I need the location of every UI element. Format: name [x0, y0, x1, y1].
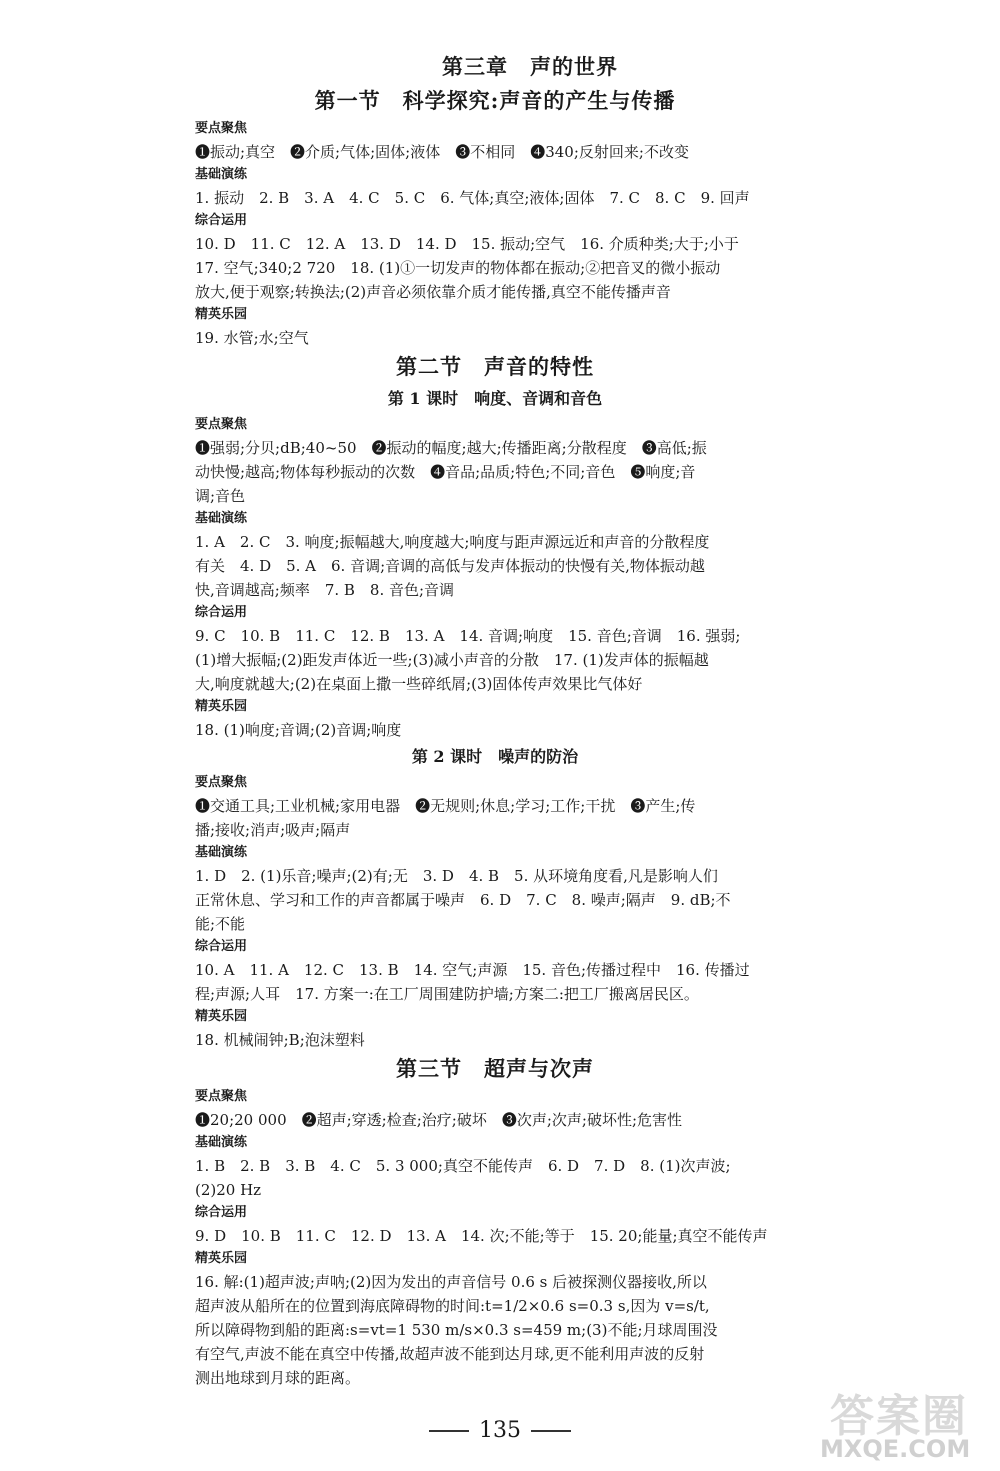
answer-line: 10. A 11. A 12. C 13. B 14. 空气;声源 15. 音色;传播过程中 16. 传播过: [195, 961, 750, 979]
answer-line: 程;声源;人耳 17. 方案一:在工厂周围建防护墙;方案二:把工厂搬离居民区。: [195, 985, 699, 1003]
part-label: 要点聚焦: [195, 1089, 248, 1104]
part-label: 基础演练: [195, 1135, 248, 1150]
section-title: 第三节 超声与次声: [396, 1056, 594, 1081]
answer-line: 9. D 10. B 11. C 12. D 13. A 14. 次;不能;等于 15. 20;能量;真空不能传声: [195, 1227, 768, 1245]
answer-line: 正常休息、学习和工作的声音都属于噪声 6. D 7. C 8. 噪声;隔声 9. dB;不: [195, 891, 731, 909]
answer-line: (1)增大振幅;(2)距发声体近一些;(3)减小声音的分散 17. (1)发声体的振幅越: [195, 651, 709, 669]
part-label: 基础演练: [195, 511, 248, 526]
answer-line: 动快慢;越高;物体每秒振动的次数 ❹音品;品质;特色;不同;音色 ❺响度;音: [195, 463, 696, 481]
part-label: 综合运用: [195, 1205, 248, 1220]
answer-line: 9. C 10. B 11. C 12. B 13. A 14. 音调;响度 15. 音色;音调 16. 强弱;: [195, 627, 741, 645]
answer-line: 18. (1)响度;音调;(2)音调;响度: [195, 721, 402, 739]
part-label: 基础演练: [195, 845, 248, 860]
answer-line: 有关 4. D 5. A 6. 音调;音调的高低与发声体振动的快慢有关,物体振动越: [195, 557, 705, 575]
answer-line: ❶20;20 000 ❷超声;穿透;检查;治疗;破坏 ❸次声;次声;破坏性;危害性: [195, 1111, 683, 1129]
lesson-title: 第 2 课时 噪声的防治: [411, 747, 579, 766]
answer-line: 1. A 2. C 3. 响度;振幅越大,响度越大;响度与距声源远近和声音的分散程度: [195, 533, 710, 551]
answer-line: 16. 解:(1)超声波;声呐;(2)因为发出的声音信号 0.6 s 后被探测仪器接收,所以: [195, 1273, 707, 1291]
part-label: 基础演练: [195, 167, 248, 182]
answer-line: 超声波从船所在的位置到海底障碍物的时间:t=1/2×0.6 s=0.3 s,因为 v=s/t,: [195, 1297, 710, 1315]
watermark-logo: 答案圈: [830, 1391, 968, 1442]
answer-line: (2)20 Hz: [195, 1181, 262, 1199]
page-number: 135: [479, 1418, 521, 1443]
part-label: 要点聚焦: [195, 121, 248, 136]
part-label: 精英乐园: [195, 699, 248, 714]
part-label: 综合运用: [195, 605, 248, 620]
answer-line: 大,响度就越大;(2)在桌面上撒一些碎纸屑;(3)固体传声效果比气体好: [195, 675, 643, 693]
answer-line: 1. 振动 2. B 3. A 4. C 5. C 6. 气体;真空;液体;固体 7. C 8. C 9. 回声: [195, 189, 750, 207]
answer-line: 1. D 2. (1)乐音;噪声;(2)有;无 3. D 4. B 5. 从环境角度看,凡是影响人们: [195, 867, 718, 885]
answer-line: 能;不能: [195, 915, 246, 933]
answer-line: 快,音调越高;频率 7. B 8. 音色;音调: [195, 581, 455, 599]
answer-line: 有空气,声波不能在真空中传播,故超声波不能到达月球,更不能利用声波的反射: [195, 1345, 705, 1363]
answer-line: 播;接收;消声;吸声;隔声: [195, 821, 351, 839]
part-label: 综合运用: [195, 939, 248, 954]
section-title: 第二节 声音的特性: [396, 354, 594, 379]
answer-line: 17. 空气;340;2 720 18. (1)①一切发声的物体都在振动;②把音叉的微小振动: [195, 259, 721, 277]
part-label: 精英乐园: [195, 307, 248, 322]
answer-line: 测出地球到月球的距离。: [195, 1369, 361, 1387]
part-label: 精英乐园: [195, 1251, 248, 1266]
answer-line: ❶强弱;分贝;dB;40~50 ❷振动的幅度;越大;传播距离;分散程度 ❸高低;振: [195, 439, 707, 457]
part-label: 要点聚焦: [195, 417, 248, 432]
part-label: 综合运用: [195, 213, 248, 228]
answer-line: 所以障碍物到船的距离:s=vt=1 530 m/s×0.3 s=459 m;(3)不能;月球周围没: [195, 1321, 718, 1339]
footer-dash-right: [531, 1430, 571, 1432]
section-title: 第一节 科学探究:声音的产生与传播: [314, 88, 676, 113]
answer-page: [195, 50, 795, 1390]
footer-dash-left: [429, 1430, 469, 1432]
chapter-title: 第三章 声的世界: [442, 54, 618, 79]
answer-line: 调;音色: [195, 487, 246, 505]
answer-line: 19. 水管;水;空气: [195, 329, 309, 347]
lesson-title: 第 1 课时 响度、音调和音色: [387, 389, 603, 408]
page-content: [195, 84, 795, 1390]
part-label: 要点聚焦: [195, 775, 248, 790]
answer-line: 18. 机械闹钟;B;泡沫塑料: [195, 1031, 365, 1049]
answer-line: 10. D 11. C 12. A 13. D 14. D 15. 振动;空气 16. 介质种类;大于;小于: [195, 235, 739, 253]
answer-line: 放大,便于观察;转换法;(2)声音必须依靠介质才能传播,真空不能传播声音: [195, 283, 671, 301]
watermark: [820, 1380, 1000, 1471]
part-label: 精英乐园: [195, 1009, 248, 1024]
answer-line: ❶振动;真空 ❷介质;气体;固体;液体 ❸不相同 ❹340;反射回来;不改变: [195, 143, 689, 161]
watermark-url: MXQE.COM: [820, 1435, 971, 1463]
answer-line: 1. B 2. B 3. B 4. C 5. 3 000;真空不能传声 6. D 7. D 8. (1)次声波;: [195, 1157, 731, 1175]
answer-line: ❶交通工具;工业机械;家用电器 ❷无规则;休息;学习;工作;干扰 ❸产生;传: [195, 797, 696, 815]
